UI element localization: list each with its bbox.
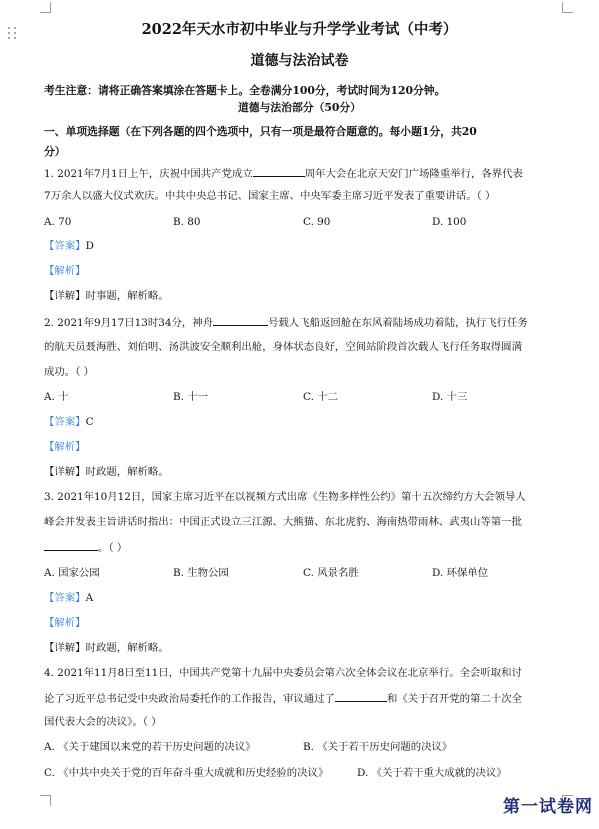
q4-option-a[interactable]: A. 《关于建国以来党的若干历史问题的决议》 <box>44 741 256 753</box>
section-heading-line2: 分） <box>44 145 66 158</box>
question-2-line1 <box>44 316 528 330</box>
detail-label: 【详解】 <box>44 642 86 654</box>
question-4-line2 <box>44 692 522 706</box>
exam-notice: 考生注意：请将正确答案填涂在答题卡上。全卷满分100分，考试时间为120分钟。 <box>44 84 446 97</box>
q1-detail-text: 时事题，解析略。 <box>85 290 169 302</box>
crop-mark-top-left <box>40 2 51 13</box>
q3-analysis-label: 【解析】 <box>44 617 86 629</box>
q3-text-c: 。（ ） <box>98 542 128 554</box>
q1-answer <box>44 240 94 253</box>
q3-option-d[interactable]: D. 环保单位 <box>432 567 489 579</box>
q1-option-a[interactable]: A. 70 <box>44 216 72 228</box>
detail-label: 【详解】 <box>44 466 86 478</box>
q2-blank <box>213 316 268 326</box>
q3-option-c[interactable]: C. 风景名胜 <box>303 567 359 579</box>
q4-text-b: 和《关于召开党的第二十次全 <box>386 693 523 705</box>
q2-option-d[interactable]: D. 十三 <box>432 391 468 403</box>
answer-label: 【答案】 <box>44 240 86 252</box>
q3-blank <box>44 541 98 551</box>
q1-detail <box>44 290 169 303</box>
q1-answer-value: D <box>85 240 94 252</box>
q1-analysis-label: 【解析】 <box>44 265 86 277</box>
q1-option-c[interactable]: C. 90 <box>303 216 331 228</box>
detail-label: 【详解】 <box>44 290 86 302</box>
q2-analysis-label: 【解析】 <box>44 441 86 453</box>
document-title: 2022年天水市初中毕业与升学学业考试（中考） <box>141 21 458 38</box>
question-3-line1: 3. 2021年10月12日，国家主席习近平在以视频方式出席《生物多样性公约》第十五次缔约方大会领导人 <box>44 491 526 503</box>
q3-option-a[interactable]: A. 国家公园 <box>44 567 100 579</box>
document-subtitle: 道德与法治试卷 <box>250 53 349 69</box>
q1-option-d[interactable]: D. 100 <box>432 216 467 228</box>
q2-option-a[interactable]: A. 十 <box>44 391 69 403</box>
answer-label: 【答案】 <box>44 592 86 604</box>
part-title: 道德与法治部分（50分） <box>238 101 361 114</box>
q4-option-d[interactable]: D. 《关于若干重大成就的决议》 <box>357 767 507 779</box>
site-watermark: 第一试卷网 <box>503 797 593 817</box>
q2-option-b[interactable]: B. 十一 <box>173 391 209 403</box>
crop-mark-bottom-left <box>40 795 51 806</box>
section-heading-line1: 一、单项选择题（在下列各题的四个选项中，只有一项是最符合题意的。每小题1分，共20 <box>44 125 477 138</box>
q2-text-a: 2. 2021年9月17日13时34分，神舟 <box>44 317 214 329</box>
question-1-line2: 7万余人以盛大仪式欢庆。中共中央总书记、国家主席、中央军委主席习近平发表了重要讲话。（ ） <box>44 190 496 202</box>
question-4-line3: 国代表大会的决议》。（ ） <box>44 716 162 728</box>
q1-text-b: 周年大会在北京天安门广场隆重举行，各界代表 <box>304 168 523 180</box>
q2-detail <box>44 466 169 479</box>
q2-option-c[interactable]: C. 十二 <box>303 391 338 403</box>
q2-answer-value: C <box>85 416 94 428</box>
q3-answer-value: A <box>85 592 94 604</box>
q2-detail-text: 时政题，解析略。 <box>85 466 169 478</box>
q3-answer <box>44 592 93 605</box>
q1-blank <box>253 167 305 177</box>
q4-option-b[interactable]: B. 《关于若干历史问题的决议》 <box>303 741 453 753</box>
question-4-line1: 4. 2021年11月8日至11日，中国共产党第十九届中央委员会第六次全体会议在北京举行。全会听取和讨 <box>44 667 522 679</box>
question-2-line3: 成功。（ ） <box>44 366 95 378</box>
q1-option-b[interactable]: B. 80 <box>173 216 201 228</box>
crop-mark-top-right <box>562 2 573 13</box>
q4-blank <box>335 692 387 702</box>
q1-text-a: 1. 2021年7月1日上午，庆祝中国共产党成立 <box>44 168 253 180</box>
q4-option-c[interactable]: C. 《中共中央关于党的百年奋斗重大成就和历史经验的决议》 <box>44 767 329 779</box>
q2-answer <box>44 416 94 429</box>
question-1-line1 <box>44 167 523 181</box>
answer-label: 【答案】 <box>44 416 86 428</box>
q2-text-b: 号载人飞船返回舱在东风着陆场成功着陆，执行飞行任务 <box>268 317 528 329</box>
q3-option-b[interactable]: B. 生物公园 <box>173 567 229 579</box>
q3-detail <box>44 642 169 655</box>
question-3-line3 <box>44 541 127 555</box>
q4-text-a: 论了习近平总书记受中央政治局委托作的工作报告，审议通过了 <box>44 693 335 705</box>
question-2-line2: 的航天员聂海胜、刘伯明、汤洪波安全顺利出舱，身体状态良好，空间站阶段首次载人飞行任务取得圆满 <box>44 341 522 353</box>
question-3-line2: 峰会并发表主旨讲话时指出：中国正式设立三江源、大熊猫、东北虎豹、海南热带雨林、武夷山等第一批 <box>44 516 522 528</box>
q3-detail-text: 时政题，解析略。 <box>85 642 169 654</box>
